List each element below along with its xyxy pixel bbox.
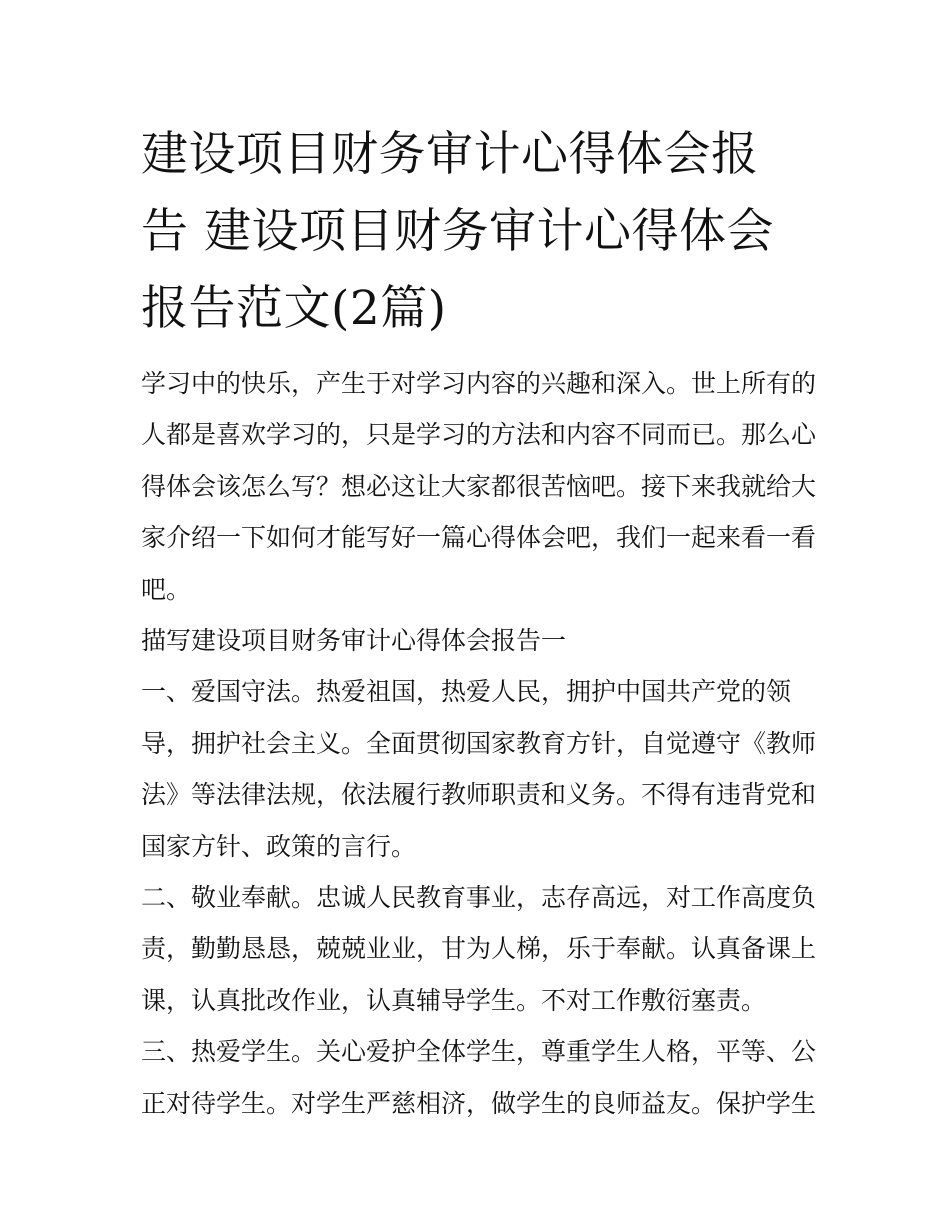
body-line: 导，拥护社会主义。全面贯彻国家教育方针，自觉遵守《教师 <box>141 728 817 758</box>
document-body <box>141 358 821 1129</box>
title-line-3: 报告范文(2篇) <box>141 281 447 336</box>
section-heading: 描写建设项目财务审计心得体会报告一 <box>141 626 567 656</box>
body-line: 法》等法律法规，依法履行教师职责和义务。不得有违背党和 <box>141 780 817 810</box>
body-line: 家介绍一下如何才能写好一篇心得体会吧，我们一起来看一看 <box>141 523 817 553</box>
body-line: 责，勤勤恳恳，兢兢业业，甘为人梯，乐于奉献。认真备课上 <box>141 934 817 964</box>
document-title <box>141 116 821 347</box>
body-line: 二、敬业奉献。忠诚人民教育事业，志存高远，对工作高度负 <box>141 883 817 913</box>
body-line: 国家方针、政策的言行。 <box>141 831 417 861</box>
body-line: 正对待学生。对学生严慈相济，做学生的良师益友。保护学生 <box>141 1088 817 1118</box>
body-line: 课，认真批改作业，认真辅导学生。不对工作敷衍塞责。 <box>141 985 767 1015</box>
body-line: 学习中的快乐，产生于对学习内容的兴趣和深入。世上所有的 <box>141 369 817 398</box>
body-line: 一、爱国守法。热爱祖国，热爱人民，拥护中国共产党的领 <box>141 677 792 707</box>
body-line: 得体会该怎么写？想必这让大家都很苦恼吧。接下来我就给大 <box>141 471 817 501</box>
body-line: 三、热爱学生。关心爱护全体学生，尊重学生人格，平等、公 <box>141 1037 817 1067</box>
title-line-1: 建设项目财务审计心得体会报 <box>141 127 759 182</box>
body-line: 人都是喜欢学习的，只是学习的方法和内容不同而已。那么心 <box>141 420 817 450</box>
body-line: 吧。 <box>141 574 192 604</box>
document-content <box>141 116 821 1129</box>
title-line-2: 告 建设项目财务审计心得体会 <box>141 204 774 259</box>
